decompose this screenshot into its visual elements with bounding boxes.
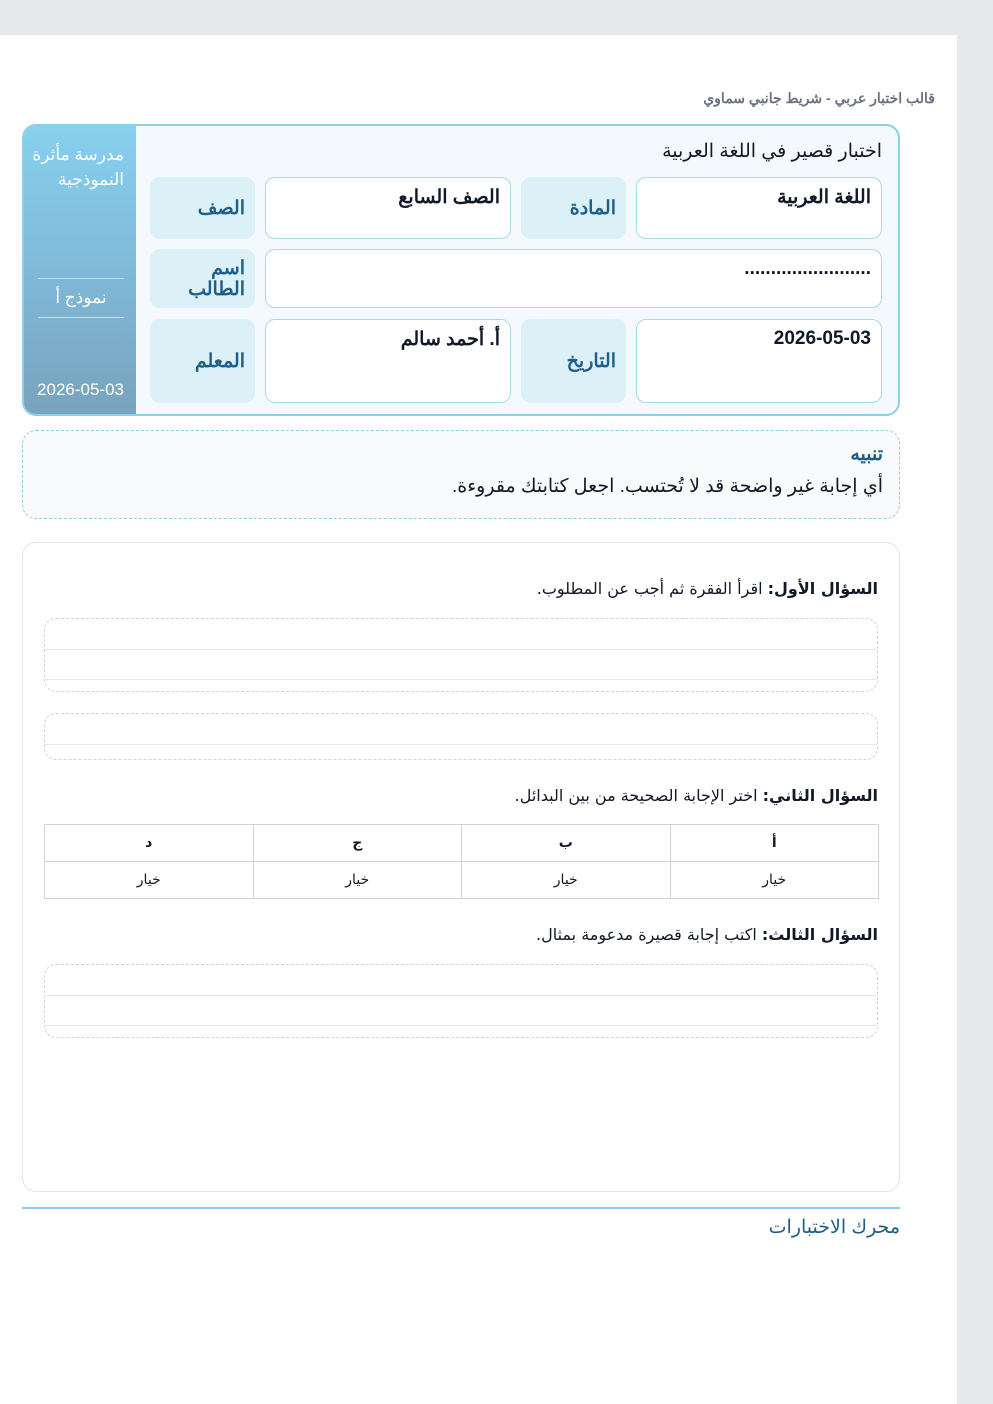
choice-option-b[interactable]: خيار [462,862,671,899]
header-main [148,126,882,414]
date-label: التاريخ [521,319,626,403]
question-1-number: السؤال الأول: [767,579,878,598]
footer-text: محرك الاختبارات [768,1217,900,1238]
choice-header-b: ب [462,825,671,862]
footer-divider [22,1207,900,1209]
answer-box-1[interactable] [44,618,878,692]
sidebar-date: 2026-05-03 [37,380,124,399]
teacher-value[interactable]: أ. أحمد سالم [265,319,511,403]
date-value[interactable]: 2026-05-03 [636,319,882,403]
choices-table [44,824,879,899]
choice-header-c: ج [253,825,462,862]
answer-line [45,1025,877,1026]
form-label: نموذج أ [38,278,124,318]
choice-option-a[interactable]: خيار [670,862,879,899]
notice-title: تنبيه [850,444,883,465]
choice-header-a: أ [670,825,879,862]
choices-option-row [45,862,879,899]
subject-value[interactable]: اللغة العربية [636,177,882,239]
answer-box-2[interactable] [44,713,878,760]
question-1 [537,579,878,598]
notice-text: أي إجابة غير واضحة قد لا تُحتسب. اجعل كتابتك مقروءة. [452,476,883,497]
header-card [22,124,900,416]
answer-line [45,995,877,996]
student-name-value[interactable]: ........................ [265,249,882,308]
question-2 [515,786,878,805]
answer-line [45,649,877,650]
sidebar [24,126,136,414]
choice-header-d: د [45,825,254,862]
question-2-number: السؤال الثاني: [762,786,878,805]
student-name-label: اسم الطالب [150,249,255,308]
choice-option-d[interactable]: خيار [45,862,254,899]
question-3-number: السؤال الثالث: [761,925,878,944]
teacher-label: المعلم [150,319,255,403]
exam-title: اختبار قصير في اللغة العربية [662,141,882,162]
questions-panel [22,542,900,1192]
answer-line [45,744,877,745]
choice-option-c[interactable]: خيار [253,862,462,899]
answer-line [45,679,877,680]
grade-value[interactable]: الصف السابع [265,177,511,239]
answer-box-3[interactable] [44,964,878,1038]
grade-label: الصف [150,177,255,239]
template-caption: قالب اختبار عربي - شريط جانبي سماوي [703,90,935,106]
question-2-text: اختر الإجابة الصحيحة من بين البدائل. [514,786,758,805]
school-name: مدرسة مأثرة النموذجية [32,145,124,189]
notice-box [22,430,900,519]
question-1-text: اقرأ الفقرة ثم أجب عن المطلوب. [536,579,763,598]
question-3-text: اكتب إجابة قصيرة مدعومة بمثال. [535,925,757,944]
choices-header-row [45,825,879,862]
subject-label: المادة [521,177,626,239]
question-3 [536,925,878,944]
